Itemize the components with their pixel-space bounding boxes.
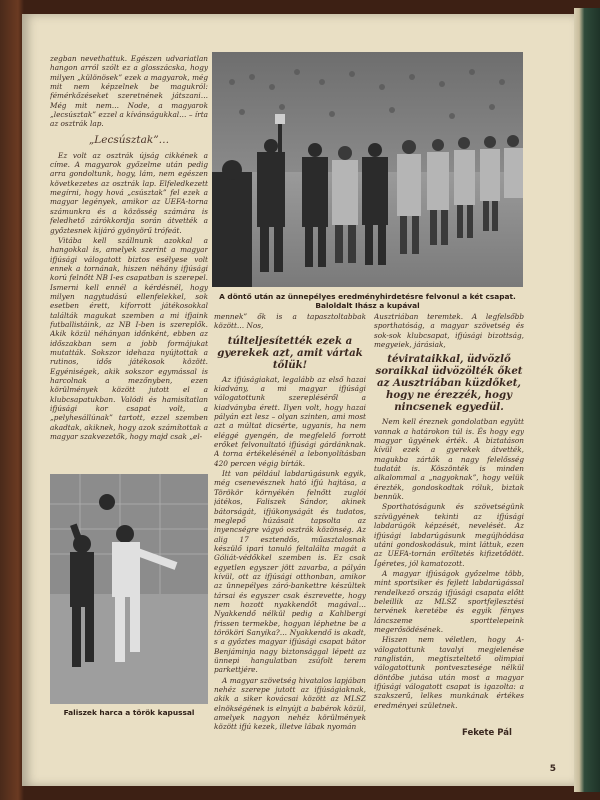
book-spine-right [574, 8, 600, 792]
left-text-column [50, 54, 208, 484]
middle-paragraph-2: Itt van például labdarúgásunk egyik, még csenevésznek ható ifjú hajtása, a Törökör környékén felnőtt zuglói játékos, Faliszek Sándor, akinek bátorságát, ifjúkonyságát és tudatos, meglepő húzásait tapsolta az inyencségre vágyó osztrák közönség. Az alig 17 esztendős, műasztalosnak készülő ipari tanuló feltalálta magát a Góliát-védőkkel szemben is. Ez csak egyetlen egyszer jött zavarba, a pályán kívül, ott az ifjúsági otthonban, amikor az ünnepélyes záró-bankettre készültek társai és egyszer csak észrevette, hogy nem hozott nyakkendőt magával… Nyakkendő nélkül pedig a Kahlbergi frissen termekbe, hogyan léphetne be a törököri Sanyika?… Nyakkendő is akadt, s a győztes magyar ifjúsági csapat bátor Benjáminja nagy biztonsággal lépett az ünnepi hangulatban zsúfolt terem parkettjére. [214, 469, 366, 675]
middle-top-text: mennek” ők is a tapasztoltabbak között… Nos, [214, 312, 366, 331]
team-lineup-photo [212, 52, 523, 287]
team-lineup-illustration [212, 52, 523, 287]
right-paragraph-2: Sporthatóságunk és szövetségünk szívügyének tekinti az ifjúsági labdarúgók képzését, nevelését. Az ifjúsági labdarúgásunk megújhódása utáni gondoskodásuk, mint láttuk, ezen az UEFA-tornán erőltetés kifizetődött. Ígéretes, jól kamatozott. [374, 502, 524, 568]
middle-paragraph-3: A magyar szövetség hivatalos lapjában nehéz szerepe jutott az ifjúságiaknak, akik a siker kovácsai között az MLSZ elnökségének is elnyújt a babérok közül, amelyek nagyon nehéz körülmények között ifjú kezek, illetve lábak nyomán [214, 675, 366, 732]
left-intro: zegban nevethattuk. Egészen udvariatlan hangon arról szólt ez a glosszácska, hogy milyen „különösek” ezek a magyarok, még mit nem képzelnek be magukról: fémérkőzéseket szeretnének játszani… Még mit nem… Node, a magyarok „lecsúsztak” ezzel a kívánságukkal… – írta az osztrák lap. [50, 54, 208, 129]
top-photo-caption: A döntő után az ünnepélyes eredményhirdetésre felvonul a két csapat. Baloldalt Ihász a kupával [219, 292, 516, 310]
left-paragraph-1: Ez volt az osztrák újság cikkének a címe. A magyarok győzelme után pedig arra gondoltunk, hogy, lám, nem egészen következetes az osztrák lap. Elfeledkezett megírni, hogy hová „csúsztak” fel ezek a magyar legények, amikor az UEFA-torna számunkra és a közösség számára is feledhető zárókkordja során átvették a győztesnek kijáró gyönyörű trófeát. [50, 150, 208, 235]
bottom-photo-caption: Faliszek harca a török kapussal [63, 708, 195, 717]
right-paragraph-3: A magyar ifjúságok győzelme több, mint sportsiker és fejlett labdarúgással rendelkező ország ifjúsági csapata előtt beleillik az MLSZ sportfejlesztési tervének keretébe és egyik fényes láncszeme sporttelepeink megerősödésének. [374, 568, 524, 634]
left-heading: „Lecsúsztak”… [88, 133, 170, 146]
left-paragraph-2: Vitába kell szállnunk azokkal a hangokkal is, amelyek szerint a magyar ifjúsági válogatott biztos esélyese volt ennek a tornának, hiszen néhány ifjúsági korú felnőtt NB I-es csapatban is szerepel. Ismerni kell ennél a kérdésnél, hogy milyen nagytudású ellenfelekkel, sok esetben érett, kiforrott játékosokkal találták magukat szemben a mi ifjaink futballistáink, az NB I-ben is szereplők. Akik közül néhányan időnként, ebben az időszakban sem a jobb formájukat mutatták. Sokszor idehaza nyújtottak a rutinos, idős játékosok között. Egyéniségek, akik sokszor egymással is harcolnak a mezőnyben, ezen körülmények között jutott el a klubcsapatukban. Valódi és hamisítatlan ifjúsági kor csapat volt, a „pelyhesállúnak” tartott, ezzel szemben akadtak, akiknek, hogy azok számítottak a magyar szakvezetők, hogy majd csak „el- [50, 235, 208, 442]
goalkeeper-duel-illustration [50, 474, 208, 704]
page-number: 5 [549, 764, 556, 774]
goalkeeper-duel-photo [50, 474, 208, 704]
right-top-text: Ausztriában teremtek. A legfelsőbb sporthatóság, a magyar szövetség és sok-sok klubcsapat, ifjúsági bizottság, megyeiek, járásiak, [374, 312, 524, 350]
middle-heading: túlteljesítették ezek a gyerekek azt, amit vártak tőlük! [217, 334, 363, 371]
middle-paragraph-1: Az ifjúságiakat, legalább az első hazai kiadvány, a mi magyar ifjúsági válogatottunk szerepléséről a kiadványba érett. Ilyen volt, hogy hazai pályán ezt lesz – olyan szinten, ami most azt a múltat dicsérte, ugyanis, ha nem eléggé gyengén, de megfelelő forrott erőket felvonultató ifjúsági gárdánknak. A torna értékelésénél a lebonyolításban 420 percen végig bírták. [214, 374, 366, 468]
author-signature: Fekete Pál [462, 728, 512, 738]
right-text-column [374, 312, 524, 722]
middle-text-column [214, 312, 366, 772]
right-heading: tévirataikkal, üdvözlő soraikkal üdvözölték őket az Ausztriában küzdőket, hogy ne érezzék, hogy nincsenek egyedül. [375, 353, 523, 414]
magazine-page [22, 14, 574, 786]
right-paragraph-4: Hiszen nem véletlen, hogy A-válogatottunk tavalyi megjelenése ranglistán, megtiszteltető olimpiai válogatottunk pontvesztesége nélkül döntőbe jutása után most a magyar ifjúsági válogatott csapat is igazolta: a szakszerű, lelkes munkának értékes eredményei születnek. [374, 635, 524, 710]
right-paragraph-1: Nem kell éreznek gondolatban együtt vannak a határokon túl is. És hogy egy magyar ügyének érték. A biztatáson kívül ezek a gyerekek átvették, magukba zárták a nagy felelősség tudatát is. Köszönték is minden alkalommal a „nagyoknak”, hogy velük érezték, gondoskodtak róluk, biztak bennük. [374, 417, 524, 502]
